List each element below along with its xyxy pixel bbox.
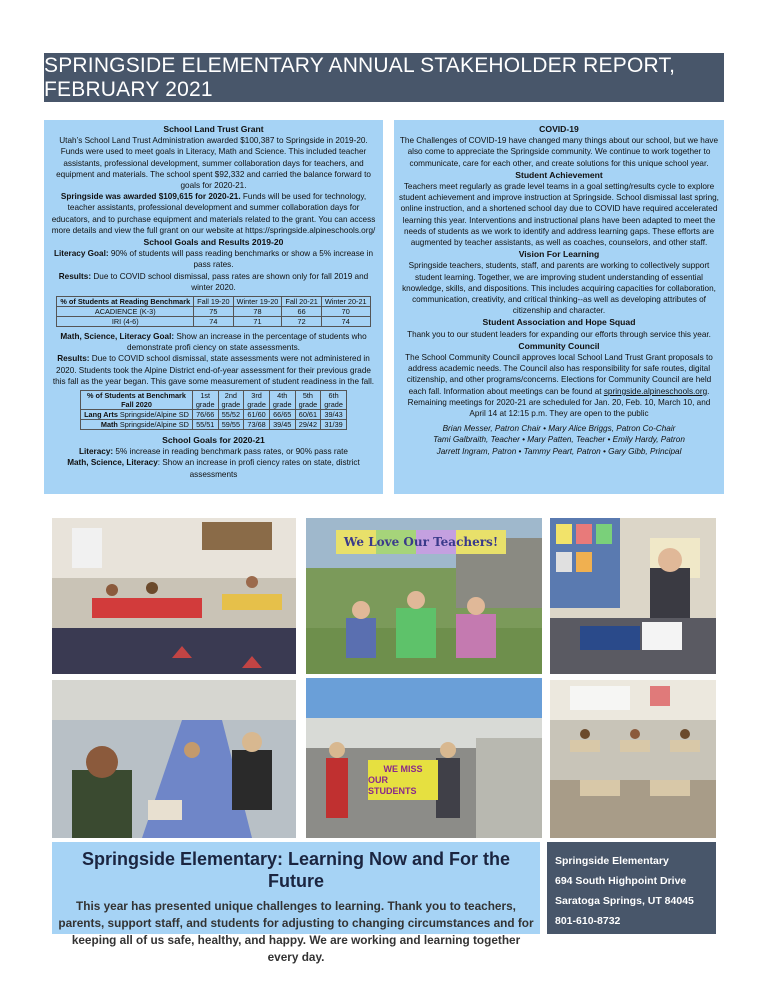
- footer-title: Springside Elementary: Learning Now and For the Future: [81, 849, 511, 891]
- vision-heading: Vision For Learning: [518, 249, 600, 260]
- contact-box: [547, 842, 716, 934]
- association-heading: Student Association and Hope Squad: [482, 317, 636, 328]
- table-header-row: [81, 391, 347, 410]
- achievement-heading: Student Achievement: [515, 169, 603, 180]
- literacy-goal-text: 90% of students will pass reading benchmarks or show a 5% increase in pass rates.: [108, 249, 374, 270]
- table-cell: 73/68: [244, 420, 270, 430]
- council-text-part-1: The School Community Council approves local School Land Trust Grant proposals to address academic needs. The Council also has responsibility for safe routes, digital citizenship, and other programs/concerns. Elections for Community Council are held each fall. Information about meetings can be found at: [405, 353, 713, 396]
- scope-label: Springside/Alpine SD: [117, 410, 189, 420]
- grade-label: 2nd: [224, 391, 237, 401]
- report-title: SPRINGSIDE ELEMENTARY ANNUAL STAKEHOLDER REPORT, FEBRUARY 2021: [44, 53, 676, 101]
- table-header-cell: [218, 391, 244, 410]
- msl-2021-text: : Show an increase in profi ciency rates on state, district assessments: [157, 458, 360, 479]
- scope-label: Springside/Alpine SD: [117, 420, 189, 430]
- table-cell: [81, 420, 193, 430]
- footer-text: This year has presented unique challenges to learning. Thank you to teachers, parents, support staff, and students for adjusting to changing circumstances and for keeping all of us safe, healthy, and happy. We are working and learning together every day.: [58, 899, 534, 964]
- classroom-photo: [52, 518, 296, 674]
- results-label: Results:: [58, 271, 92, 281]
- table-cell: 66/65: [269, 410, 295, 420]
- state-benchmark-table: [80, 390, 347, 430]
- assessment-results: [49, 353, 378, 387]
- council-members: [399, 423, 719, 457]
- table-cell: 66: [282, 307, 321, 317]
- literacy-goal-label: Literacy Goal:: [53, 249, 109, 259]
- banner-sign-text: We Love Our Teachers!: [343, 535, 499, 549]
- council-members-line: Tami Galbraith, Teacher • Mary Patten, Teacher • Emily Hardy, Patron: [433, 435, 685, 445]
- literacy-2021-label: Literacy:: [79, 447, 114, 457]
- table-cell: 72: [282, 317, 321, 327]
- grade-word: grade: [195, 400, 215, 410]
- literacy-goal: [49, 248, 378, 270]
- council-members-line: Brian Messer, Patron Chair • Mary Alice Briggs, Patron Co-Chair: [442, 424, 676, 434]
- table-cell: IRI (4-6): [57, 317, 194, 327]
- table-cell: 55/52: [218, 410, 244, 420]
- subject-label: Math: [100, 420, 118, 430]
- table-header-cell: Fall 20-21: [282, 297, 321, 307]
- table-header-cell: Winter 20-21: [321, 297, 370, 307]
- classroom-desks-photo: [550, 680, 716, 838]
- table-header-cell: [192, 391, 218, 410]
- grade-word: grade: [298, 400, 318, 410]
- table-row: [81, 420, 347, 430]
- grade-word: grade: [272, 400, 292, 410]
- table-cell: 71: [233, 317, 282, 327]
- table-cell: 31/39: [321, 420, 347, 430]
- school-news-panel: [394, 120, 724, 494]
- table-row: [57, 307, 370, 317]
- table-cell: 55/51: [192, 420, 218, 430]
- table-row: [57, 317, 370, 327]
- table-cell: 29/42: [295, 420, 321, 430]
- benchmark-header-line-1: % of Students at Benchmark: [87, 391, 186, 401]
- table-header-cell: [269, 391, 295, 410]
- school-phone: 801-610-8732: [555, 915, 621, 927]
- miss-sign-line-2: OUR STUDENTS: [368, 774, 417, 796]
- table-cell: 76/66: [192, 410, 218, 420]
- msl-2021-label: Math, Science, Literacy: [67, 458, 158, 468]
- msl-goal-label: Math, Science, Literacy Goal:: [60, 332, 175, 342]
- covid-text: The Challenges of COVID-19 have changed many things about our school, but we have also come to appreciate the Springside community. We continue to work together to communicate, care for each other, and create solutions for this unique school year.: [399, 136, 719, 168]
- literacy-2021-goal: [49, 446, 378, 457]
- report-title-banner: [44, 53, 724, 102]
- table-header-cell: [321, 391, 347, 410]
- lunch-photo: [52, 680, 296, 838]
- goals-heading: School Goals and Results 2019-20: [143, 237, 284, 248]
- grade-label: 6th: [328, 391, 339, 401]
- results2-label: Results:: [57, 354, 90, 364]
- table-cell: 74: [321, 317, 370, 327]
- table-header-row: [57, 297, 370, 307]
- miss-sign-line-1: WE MISS: [383, 763, 423, 774]
- land-trust-panel: [44, 120, 383, 494]
- teacher-desk-photo: [550, 518, 716, 674]
- grade-word: grade: [221, 400, 241, 410]
- land-trust-paragraph-2: [49, 191, 378, 236]
- benchmark-header-line-2: Fall 2020: [121, 400, 152, 410]
- msl-goal-text: Show an increase in the percentage of students who demonstrate profi ciency on state assessments.: [127, 332, 367, 353]
- school-address: 694 South Highpoint Drive: [555, 875, 687, 887]
- council-text-part-2: . Remaining meetings for 2020-21 are scheduled for Jan. 20, Feb. 10, March 10, and April 14 at 12:15 p.m. They are open to the public: [407, 386, 711, 419]
- grade-label: 1st: [200, 391, 211, 401]
- msl-goal: [49, 331, 378, 353]
- results2-text: Due to COVID school dismissal, state assessments were not administered in 2020. Students took the Alpine District end-of-year assessment for their previous grade this fall as the year began. This gave some measurement of student readiness in the fall.: [52, 354, 375, 386]
- table-cell: 39/43: [321, 410, 347, 420]
- table-cell: 75: [194, 307, 233, 317]
- council-website-link[interactable]: springside.alpineschools.org: [603, 386, 708, 396]
- literacy-2021-text: 5% increase in reading benchmark pass rates, or 90% pass rate: [113, 447, 348, 457]
- grade-label: 3rd: [251, 391, 262, 401]
- council-members-line: Jarrett Ingram, Patron • Tammy Peart, Patron • Gary Gibb, Principal: [436, 446, 682, 456]
- table-header-cell: [295, 391, 321, 410]
- photo-collage: [44, 510, 724, 842]
- council-heading: Community Council: [518, 340, 600, 351]
- table-cell: 74: [194, 317, 233, 327]
- table-header-cell: % of Students at Reading Benchmark: [57, 297, 194, 307]
- award-2021-text: Springside was awarded $109,615 for 2020-21.: [60, 192, 241, 202]
- school-name: Springside Elementary: [555, 855, 669, 867]
- achievement-text: Teachers meet regularly as grade level teams in a goal setting/results cycle to explore student achievement and improve instruction at Springside. School dismissal last spring, online instruction, and a shortened school day due to COVID have required accelerated learning this year. Interventions and instructional plans have been adapted to meet the needs of students as we work to identify and address learning gaps. These efforts are augmented by teacher assistants, as well as coaches, counselors, and other staff.: [399, 182, 719, 248]
- land-trust-paragraph-1: Utah’s School Land Trust Administration awarded $100,387 to Springside in 2019-20. Funds were used to meet goals in Literacy, Math and Science. This included teacher assistants, professional development, summer collaboration days for teachers, and equipment and materials. The school spent $92,332 and carried the balance forward to goals for 2020-21.: [56, 136, 371, 191]
- table-cell: ACADIENCE (K-3): [57, 307, 194, 317]
- msl-2021-goal: [49, 457, 378, 479]
- footer-message: [52, 842, 540, 964]
- table-cell: 60/61: [295, 410, 321, 420]
- we-miss-our-students-photo: [306, 678, 542, 838]
- land-trust-heading: School Land Trust Grant: [163, 124, 264, 134]
- table-header-cell: Fall 19-20: [194, 297, 233, 307]
- table-cell: 61/60: [244, 410, 270, 420]
- literacy-results: [49, 271, 378, 293]
- table-cell: 59/55: [218, 420, 244, 430]
- grade-word: grade: [324, 400, 343, 410]
- table-header-cell: [244, 391, 270, 410]
- table-cell: [81, 410, 193, 420]
- miss-sign: [368, 760, 438, 800]
- grade-label: 5th: [302, 391, 313, 401]
- goals-2021-heading: School Goals for 2020-21: [162, 435, 265, 446]
- grade-label: 4th: [277, 391, 288, 401]
- teacher-appreciation-photo: [306, 518, 542, 674]
- school-city: Saratoga Springs, UT 84045: [555, 895, 694, 907]
- vision-text: Springside teachers, students, staff, and parents are working to collectively support student learning. Together, we are improving student understanding of essential knowledge, skills, and dispositions. This includes acquiring capacities for collaboration, communication, creativity, and critical thinking--as well as developing attributes of citizenship and character.: [402, 261, 716, 316]
- council-text: [399, 352, 719, 419]
- table-cell: 39/45: [269, 420, 295, 430]
- table-row: [81, 410, 347, 420]
- grade-word: grade: [247, 400, 266, 410]
- subject-label: Lang Arts: [84, 410, 118, 420]
- association-text: Thank you to our student leaders for expanding our efforts through service this year.: [407, 329, 711, 339]
- covid-heading: COVID-19: [539, 124, 579, 134]
- land-trust-paragraph-2-text: Funds will be used for technology, teacher assistants, professional development and summer collaboration days for educators, and to purchase equipment and materials related to the grant. You can access more details and view the full grant on our website at https://springside.alpineschools.org/: [51, 192, 376, 235]
- table-cell: 78: [233, 307, 282, 317]
- reading-benchmark-table: [56, 296, 370, 327]
- table-cell: 70: [321, 307, 370, 317]
- table-header-cell: [81, 391, 193, 410]
- table-header-cell: Winter 19-20: [233, 297, 282, 307]
- results-text: Due to COVID school dismissal, pass rates are shown only for fall 2019 and winter 2020.: [91, 271, 369, 292]
